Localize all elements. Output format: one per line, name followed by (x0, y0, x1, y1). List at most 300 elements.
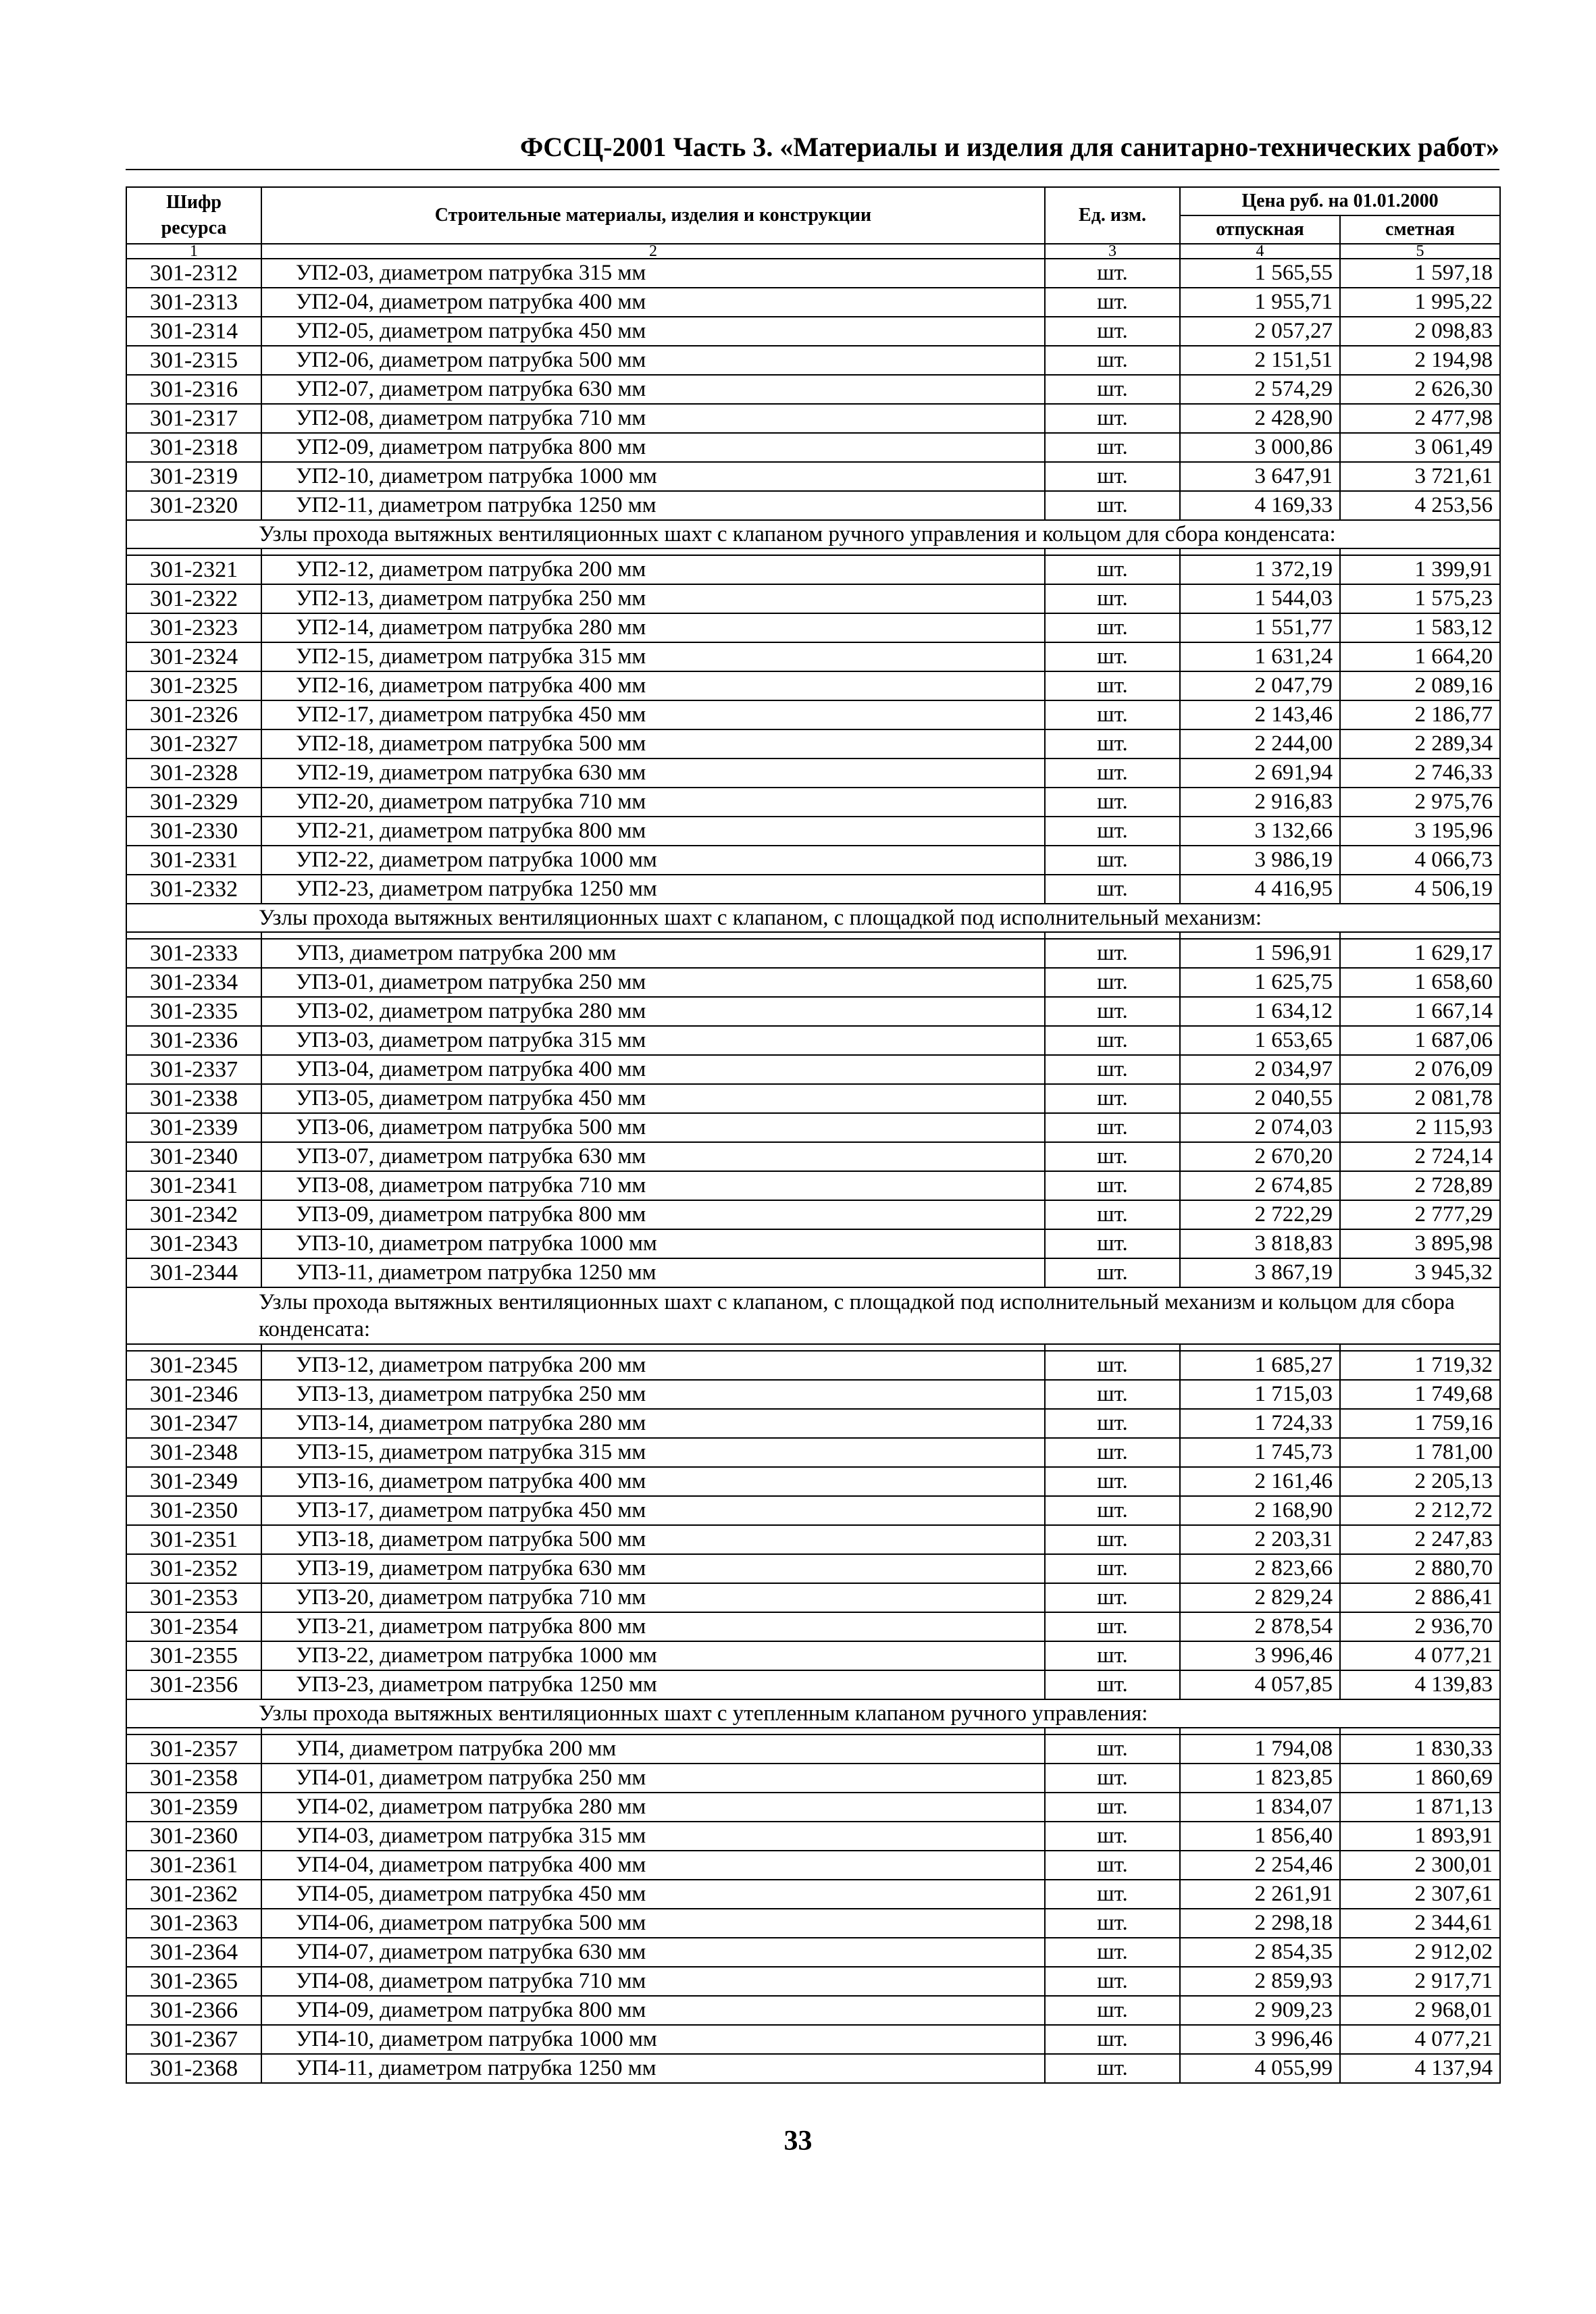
unit: шт. (1045, 1026, 1180, 1055)
item-name: УП3-06, диаметром патрубка 500 мм (261, 1113, 1045, 1142)
spacer-cell (126, 1728, 261, 1734)
release-price: 3 818,83 (1180, 1229, 1340, 1258)
spacer-cell (1180, 1728, 1340, 1734)
unit: шт. (1045, 1084, 1180, 1113)
resource-code: 301-2363 (126, 1909, 261, 1938)
table-row (126, 1496, 1500, 1525)
table-row (126, 1909, 1500, 1938)
estimate-price: 2 912,02 (1340, 1938, 1500, 1967)
release-price: 1 955,71 (1180, 288, 1340, 317)
table-row (126, 1612, 1500, 1641)
resource-code: 301-2345 (126, 1351, 261, 1380)
estimate-price: 2 936,70 (1340, 1612, 1500, 1641)
column-number: 1 (126, 244, 261, 259)
item-name: УП3-07, диаметром патрубка 630 мм (261, 1142, 1045, 1171)
estimate-price: 2 098,83 (1340, 317, 1500, 346)
item-name: УП4-04, диаметром патрубка 400 мм (261, 1851, 1045, 1880)
resource-code: 301-2340 (126, 1142, 261, 1171)
resource-code: 301-2317 (126, 404, 261, 433)
spacer-cell (1180, 1344, 1340, 1351)
release-price: 1 715,03 (1180, 1380, 1340, 1409)
column-number: 5 (1340, 244, 1500, 259)
spacer-cell (1045, 1728, 1180, 1734)
unit: шт. (1045, 939, 1180, 968)
release-price: 2 143,46 (1180, 700, 1340, 729)
spacer-cell (1045, 548, 1180, 555)
release-price: 2 161,46 (1180, 1467, 1340, 1496)
release-price: 3 000,86 (1180, 433, 1340, 462)
header-name: Строительные материалы, изделия и конструкции (261, 187, 1045, 244)
estimate-price: 1 871,13 (1340, 1793, 1500, 1822)
resource-code: 301-2330 (126, 817, 261, 846)
item-name: УП3-10, диаметром патрубка 1000 мм (261, 1229, 1045, 1258)
item-name: УП3-08, диаметром патрубка 710 мм (261, 1171, 1045, 1200)
release-price: 2 203,31 (1180, 1525, 1340, 1554)
item-name: УП3-09, диаметром патрубка 800 мм (261, 1200, 1045, 1229)
unit: шт. (1045, 846, 1180, 875)
section-spacer-row (126, 1344, 1500, 1351)
unit: шт. (1045, 346, 1180, 375)
unit: шт. (1045, 1793, 1180, 1822)
estimate-price: 2 626,30 (1340, 375, 1500, 404)
release-price: 2 670,20 (1180, 1142, 1340, 1171)
estimate-price: 2 975,76 (1340, 788, 1500, 817)
spacer-cell (1180, 548, 1340, 555)
unit: шт. (1045, 1171, 1180, 1200)
price-table-head (126, 187, 1500, 259)
item-name: УП2-16, диаметром патрубка 400 мм (261, 671, 1045, 700)
page-number: 33 (783, 2126, 813, 2157)
resource-code: 301-2349 (126, 1467, 261, 1496)
header-estimate-price: сметная (1340, 215, 1500, 244)
unit: шт. (1045, 1409, 1180, 1438)
release-price: 3 986,19 (1180, 846, 1340, 875)
release-price: 3 647,91 (1180, 462, 1340, 491)
table-row (126, 1938, 1500, 1967)
unit: шт. (1045, 491, 1180, 520)
unit: шт. (1045, 259, 1180, 288)
item-name: УП4, диаметром патрубка 200 мм (261, 1734, 1045, 1764)
release-price: 1 823,85 (1180, 1764, 1340, 1793)
release-price: 2 047,79 (1180, 671, 1340, 700)
unit: шт. (1045, 584, 1180, 613)
resource-code: 301-2314 (126, 317, 261, 346)
resource-code: 301-2331 (126, 846, 261, 875)
item-name: УП4-03, диаметром патрубка 315 мм (261, 1822, 1045, 1851)
item-name: УП3-05, диаметром патрубка 450 мм (261, 1084, 1045, 1113)
release-price: 1 565,55 (1180, 259, 1340, 288)
release-price: 2 261,91 (1180, 1880, 1340, 1909)
spacer-cell (126, 932, 261, 939)
table-row (126, 817, 1500, 846)
spacer-cell (261, 932, 1045, 939)
table-row (126, 1996, 1500, 2025)
column-numbers-row (126, 244, 1500, 259)
unit: шт. (1045, 1200, 1180, 1229)
estimate-price: 2 205,13 (1340, 1467, 1500, 1496)
unit: шт. (1045, 1851, 1180, 1880)
resource-code: 301-2339 (126, 1113, 261, 1142)
unit: шт. (1045, 817, 1180, 846)
estimate-price: 3 195,96 (1340, 817, 1500, 846)
release-price: 2 254,46 (1180, 1851, 1340, 1880)
release-price: 3 132,66 (1180, 817, 1340, 846)
estimate-price: 2 880,70 (1340, 1554, 1500, 1583)
resource-code: 301-2357 (126, 1734, 261, 1764)
item-name: УП2-14, диаметром патрубка 280 мм (261, 613, 1045, 642)
item-name: УП3-12, диаметром патрубка 200 мм (261, 1351, 1045, 1380)
item-name: УП2-06, диаметром патрубка 500 мм (261, 346, 1045, 375)
item-name: УП3-01, диаметром патрубка 250 мм (261, 968, 1045, 997)
resource-code: 301-2348 (126, 1438, 261, 1467)
estimate-price: 1 893,91 (1340, 1822, 1500, 1851)
table-row (126, 642, 1500, 671)
release-price: 2 829,24 (1180, 1583, 1340, 1612)
table-row (126, 1764, 1500, 1793)
release-price: 2 909,23 (1180, 1996, 1340, 2025)
unit: шт. (1045, 1583, 1180, 1612)
table-row (126, 1793, 1500, 1822)
resource-code: 301-2328 (126, 759, 261, 788)
resource-code: 301-2352 (126, 1554, 261, 1583)
estimate-price: 1 597,18 (1340, 259, 1500, 288)
spacer-cell (1340, 1344, 1500, 1351)
resource-code: 301-2320 (126, 491, 261, 520)
item-name: УП2-21, диаметром патрубка 800 мм (261, 817, 1045, 846)
spacer-cell (1340, 932, 1500, 939)
release-price: 2 057,27 (1180, 317, 1340, 346)
estimate-price: 1 575,23 (1340, 584, 1500, 613)
resource-code: 301-2336 (126, 1026, 261, 1055)
table-row (126, 1967, 1500, 1996)
resource-code: 301-2365 (126, 1967, 261, 1996)
estimate-price: 3 061,49 (1340, 433, 1500, 462)
item-name: УП4-08, диаметром патрубка 710 мм (261, 1967, 1045, 1996)
unit: шт. (1045, 729, 1180, 759)
release-price: 4 169,33 (1180, 491, 1340, 520)
resource-code: 301-2324 (126, 642, 261, 671)
release-price: 1 745,73 (1180, 1438, 1340, 1467)
unit: шт. (1045, 317, 1180, 346)
release-price: 1 653,65 (1180, 1026, 1340, 1055)
unit: шт. (1045, 1670, 1180, 1699)
item-name: УП4-05, диаметром патрубка 450 мм (261, 1880, 1045, 1909)
section-heading-row (126, 1699, 1500, 1728)
unit: шт. (1045, 1467, 1180, 1496)
estimate-price: 2 746,33 (1340, 759, 1500, 788)
resource-code: 301-2366 (126, 1996, 261, 2025)
table-row (126, 433, 1500, 462)
price-table-body (126, 259, 1500, 2083)
unit: шт. (1045, 1438, 1180, 1467)
unit: шт. (1045, 1229, 1180, 1258)
resource-code: 301-2333 (126, 939, 261, 968)
table-row (126, 875, 1500, 904)
unit: шт. (1045, 875, 1180, 904)
table-row (126, 555, 1500, 584)
release-price: 2 691,94 (1180, 759, 1340, 788)
estimate-price: 1 658,60 (1340, 968, 1500, 997)
resource-code: 301-2364 (126, 1938, 261, 1967)
table-row (126, 1055, 1500, 1084)
spacer-cell (126, 1344, 261, 1351)
unit: шт. (1045, 968, 1180, 997)
section-spacer-row (126, 548, 1500, 555)
table-row (126, 462, 1500, 491)
unit: шт. (1045, 1967, 1180, 1996)
item-name: УП3-14, диаметром патрубка 280 мм (261, 1409, 1045, 1438)
estimate-price: 4 066,73 (1340, 846, 1500, 875)
table-row (126, 2025, 1500, 2054)
item-name: УП3-21, диаметром патрубка 800 мм (261, 1612, 1045, 1641)
estimate-price: 1 759,16 (1340, 1409, 1500, 1438)
resource-code: 301-2327 (126, 729, 261, 759)
resource-code: 301-2326 (126, 700, 261, 729)
estimate-price: 2 344,61 (1340, 1909, 1500, 1938)
release-price: 2 040,55 (1180, 1084, 1340, 1113)
estimate-price: 1 687,06 (1340, 1026, 1500, 1055)
unit: шт. (1045, 997, 1180, 1026)
section-heading: Узлы прохода вытяжных вентиляционных шахт с клапаном, с площадкой под исполнительный механизм и кольцом для сбора конденсата: (126, 1287, 1500, 1344)
resource-code: 301-2347 (126, 1409, 261, 1438)
resource-code: 301-2318 (126, 433, 261, 462)
table-row (126, 1409, 1500, 1438)
release-price: 1 551,77 (1180, 613, 1340, 642)
unit: шт. (1045, 1996, 1180, 2025)
table-row (126, 1113, 1500, 1142)
estimate-price: 2 186,77 (1340, 700, 1500, 729)
unit: шт. (1045, 288, 1180, 317)
estimate-price: 2 076,09 (1340, 1055, 1500, 1084)
estimate-price: 4 077,21 (1340, 1641, 1500, 1670)
estimate-price: 2 212,72 (1340, 1496, 1500, 1525)
release-price: 1 372,19 (1180, 555, 1340, 584)
section-spacer-row (126, 1728, 1500, 1734)
table-row (126, 968, 1500, 997)
item-name: УП3-15, диаметром патрубка 315 мм (261, 1438, 1045, 1467)
estimate-price: 2 307,61 (1340, 1880, 1500, 1909)
unit: шт. (1045, 759, 1180, 788)
estimate-price: 1 664,20 (1340, 642, 1500, 671)
release-price: 2 823,66 (1180, 1554, 1340, 1583)
resource-code: 301-2354 (126, 1612, 261, 1641)
table-row (126, 700, 1500, 729)
table-row (126, 1734, 1500, 1764)
release-price: 2 298,18 (1180, 1909, 1340, 1938)
release-price: 1 631,24 (1180, 642, 1340, 671)
table-row (126, 1880, 1500, 1909)
header-code: Шифр ресурса (126, 187, 261, 244)
release-price: 1 856,40 (1180, 1822, 1340, 1851)
release-price: 2 034,97 (1180, 1055, 1340, 1084)
estimate-price: 1 719,32 (1340, 1351, 1500, 1380)
unit: шт. (1045, 1734, 1180, 1764)
unit: шт. (1045, 1142, 1180, 1171)
release-price: 1 596,91 (1180, 939, 1340, 968)
table-row (126, 1171, 1500, 1200)
estimate-price: 4 077,21 (1340, 2025, 1500, 2054)
table-row (126, 1200, 1500, 1229)
table-row (126, 1670, 1500, 1699)
estimate-price: 2 728,89 (1340, 1171, 1500, 1200)
estimate-price: 2 724,14 (1340, 1142, 1500, 1171)
item-name: УП2-11, диаметром патрубка 1250 мм (261, 491, 1045, 520)
unit: шт. (1045, 375, 1180, 404)
unit: шт. (1045, 788, 1180, 817)
resource-code: 301-2346 (126, 1380, 261, 1409)
table-row (126, 671, 1500, 700)
resource-code: 301-2361 (126, 1851, 261, 1880)
unit: шт. (1045, 433, 1180, 462)
table-row (126, 1525, 1500, 1554)
release-price: 2 854,35 (1180, 1938, 1340, 1967)
table-row (126, 404, 1500, 433)
item-name: УП3-16, диаметром патрубка 400 мм (261, 1467, 1045, 1496)
item-name: УП3, диаметром патрубка 200 мм (261, 939, 1045, 968)
header-release-price: отпускная (1180, 215, 1340, 244)
header-unit: Ед. изм. (1045, 187, 1180, 244)
resource-code: 301-2329 (126, 788, 261, 817)
header-price-group: Цена руб. на 01.01.2000 (1180, 187, 1500, 215)
table-row (126, 613, 1500, 642)
table-row (126, 788, 1500, 817)
table-row (126, 1554, 1500, 1583)
unit: шт. (1045, 555, 1180, 584)
item-name: УП3-04, диаметром патрубка 400 мм (261, 1055, 1045, 1084)
resource-code: 301-2322 (126, 584, 261, 613)
item-name: УП2-09, диаметром патрубка 800 мм (261, 433, 1045, 462)
item-name: УП2-04, диаметром патрубка 400 мм (261, 288, 1045, 317)
unit: шт. (1045, 613, 1180, 642)
spacer-cell (1340, 548, 1500, 555)
table-row (126, 939, 1500, 968)
table-row (126, 317, 1500, 346)
item-name: УП2-12, диаметром патрубка 200 мм (261, 555, 1045, 584)
release-price: 2 916,83 (1180, 788, 1340, 817)
column-number: 4 (1180, 244, 1340, 259)
price-table (126, 186, 1501, 2084)
section-heading-row (126, 1287, 1500, 1344)
table-row (126, 1084, 1500, 1113)
item-name: УП3-23, диаметром патрубка 1250 мм (261, 1670, 1045, 1699)
estimate-price: 1 399,91 (1340, 555, 1500, 584)
table-row (126, 1026, 1500, 1055)
resource-code: 301-2315 (126, 346, 261, 375)
release-price: 2 674,85 (1180, 1171, 1340, 1200)
estimate-price: 1 860,69 (1340, 1764, 1500, 1793)
release-price: 1 625,75 (1180, 968, 1340, 997)
table-row (126, 1467, 1500, 1496)
resource-code: 301-2359 (126, 1793, 261, 1822)
estimate-price: 2 089,16 (1340, 671, 1500, 700)
unit: шт. (1045, 1822, 1180, 1851)
spacer-cell (126, 548, 261, 555)
resource-code: 301-2313 (126, 288, 261, 317)
estimate-price: 2 289,34 (1340, 729, 1500, 759)
spacer-cell (261, 1728, 1045, 1734)
resource-code: 301-2338 (126, 1084, 261, 1113)
estimate-price: 2 300,01 (1340, 1851, 1500, 1880)
item-name: УП2-23, диаметром патрубка 1250 мм (261, 875, 1045, 904)
resource-code: 301-2362 (126, 1880, 261, 1909)
estimate-price: 3 945,32 (1340, 1258, 1500, 1287)
table-row (126, 584, 1500, 613)
resource-code: 301-2343 (126, 1229, 261, 1258)
item-name: УП3-19, диаметром патрубка 630 мм (261, 1554, 1045, 1583)
estimate-price: 1 667,14 (1340, 997, 1500, 1026)
resource-code: 301-2342 (126, 1200, 261, 1229)
table-row (126, 1583, 1500, 1612)
resource-code: 301-2341 (126, 1171, 261, 1200)
release-price: 1 834,07 (1180, 1793, 1340, 1822)
release-price: 2 151,51 (1180, 346, 1340, 375)
resource-code: 301-2316 (126, 375, 261, 404)
estimate-price: 2 081,78 (1340, 1084, 1500, 1113)
estimate-price: 1 995,22 (1340, 288, 1500, 317)
release-price: 1 544,03 (1180, 584, 1340, 613)
item-name: УП4-10, диаметром патрубка 1000 мм (261, 2025, 1045, 2054)
unit: шт. (1045, 1496, 1180, 1525)
resource-code: 301-2321 (126, 555, 261, 584)
item-name: УП2-05, диаметром патрубка 450 мм (261, 317, 1045, 346)
release-price: 1 634,12 (1180, 997, 1340, 1026)
table-row (126, 1142, 1500, 1171)
resource-code: 301-2360 (126, 1822, 261, 1851)
unit: шт. (1045, 700, 1180, 729)
item-name: УП4-02, диаметром патрубка 280 мм (261, 1793, 1045, 1822)
release-price: 2 428,90 (1180, 404, 1340, 433)
section-heading: Узлы прохода вытяжных вентиляционных шахт с клапаном, с площадкой под исполнительный механизм: (126, 904, 1500, 932)
item-name: УП2-13, диаметром патрубка 250 мм (261, 584, 1045, 613)
spacer-cell (1340, 1728, 1500, 1734)
resource-code: 301-2351 (126, 1525, 261, 1554)
estimate-price: 2 886,41 (1340, 1583, 1500, 1612)
header-row-1 (126, 187, 1500, 215)
item-name: УП3-02, диаметром патрубка 280 мм (261, 997, 1045, 1026)
item-name: УП2-20, диаметром патрубка 710 мм (261, 788, 1045, 817)
table-row (126, 759, 1500, 788)
resource-code: 301-2358 (126, 1764, 261, 1793)
unit: шт. (1045, 1380, 1180, 1409)
item-name: УП3-22, диаметром патрубка 1000 мм (261, 1641, 1045, 1670)
table-row (126, 1229, 1500, 1258)
spacer-cell (1180, 932, 1340, 939)
estimate-price: 2 917,71 (1340, 1967, 1500, 1996)
release-price: 4 055,99 (1180, 2054, 1340, 2083)
release-price: 4 416,95 (1180, 875, 1340, 904)
item-name: УП3-03, диаметром патрубка 315 мм (261, 1026, 1045, 1055)
unit: шт. (1045, 1525, 1180, 1554)
spacer-cell (261, 548, 1045, 555)
item-name: УП2-18, диаметром патрубка 500 мм (261, 729, 1045, 759)
resource-code: 301-2325 (126, 671, 261, 700)
estimate-price: 2 247,83 (1340, 1525, 1500, 1554)
header-rule (126, 169, 1499, 170)
unit: шт. (1045, 1938, 1180, 1967)
estimate-price: 1 781,00 (1340, 1438, 1500, 1467)
resource-code: 301-2319 (126, 462, 261, 491)
table-row (126, 491, 1500, 520)
spacer-cell (1045, 1344, 1180, 1351)
item-name: УП4-07, диаметром патрубка 630 мм (261, 1938, 1045, 1967)
resource-code: 301-2323 (126, 613, 261, 642)
section-spacer-row (126, 932, 1500, 939)
release-price: 1 685,27 (1180, 1351, 1340, 1380)
release-price: 3 867,19 (1180, 1258, 1340, 1287)
unit: шт. (1045, 1113, 1180, 1142)
item-name: УП3-17, диаметром патрубка 450 мм (261, 1496, 1045, 1525)
item-name: УП2-03, диаметром патрубка 315 мм (261, 259, 1045, 288)
